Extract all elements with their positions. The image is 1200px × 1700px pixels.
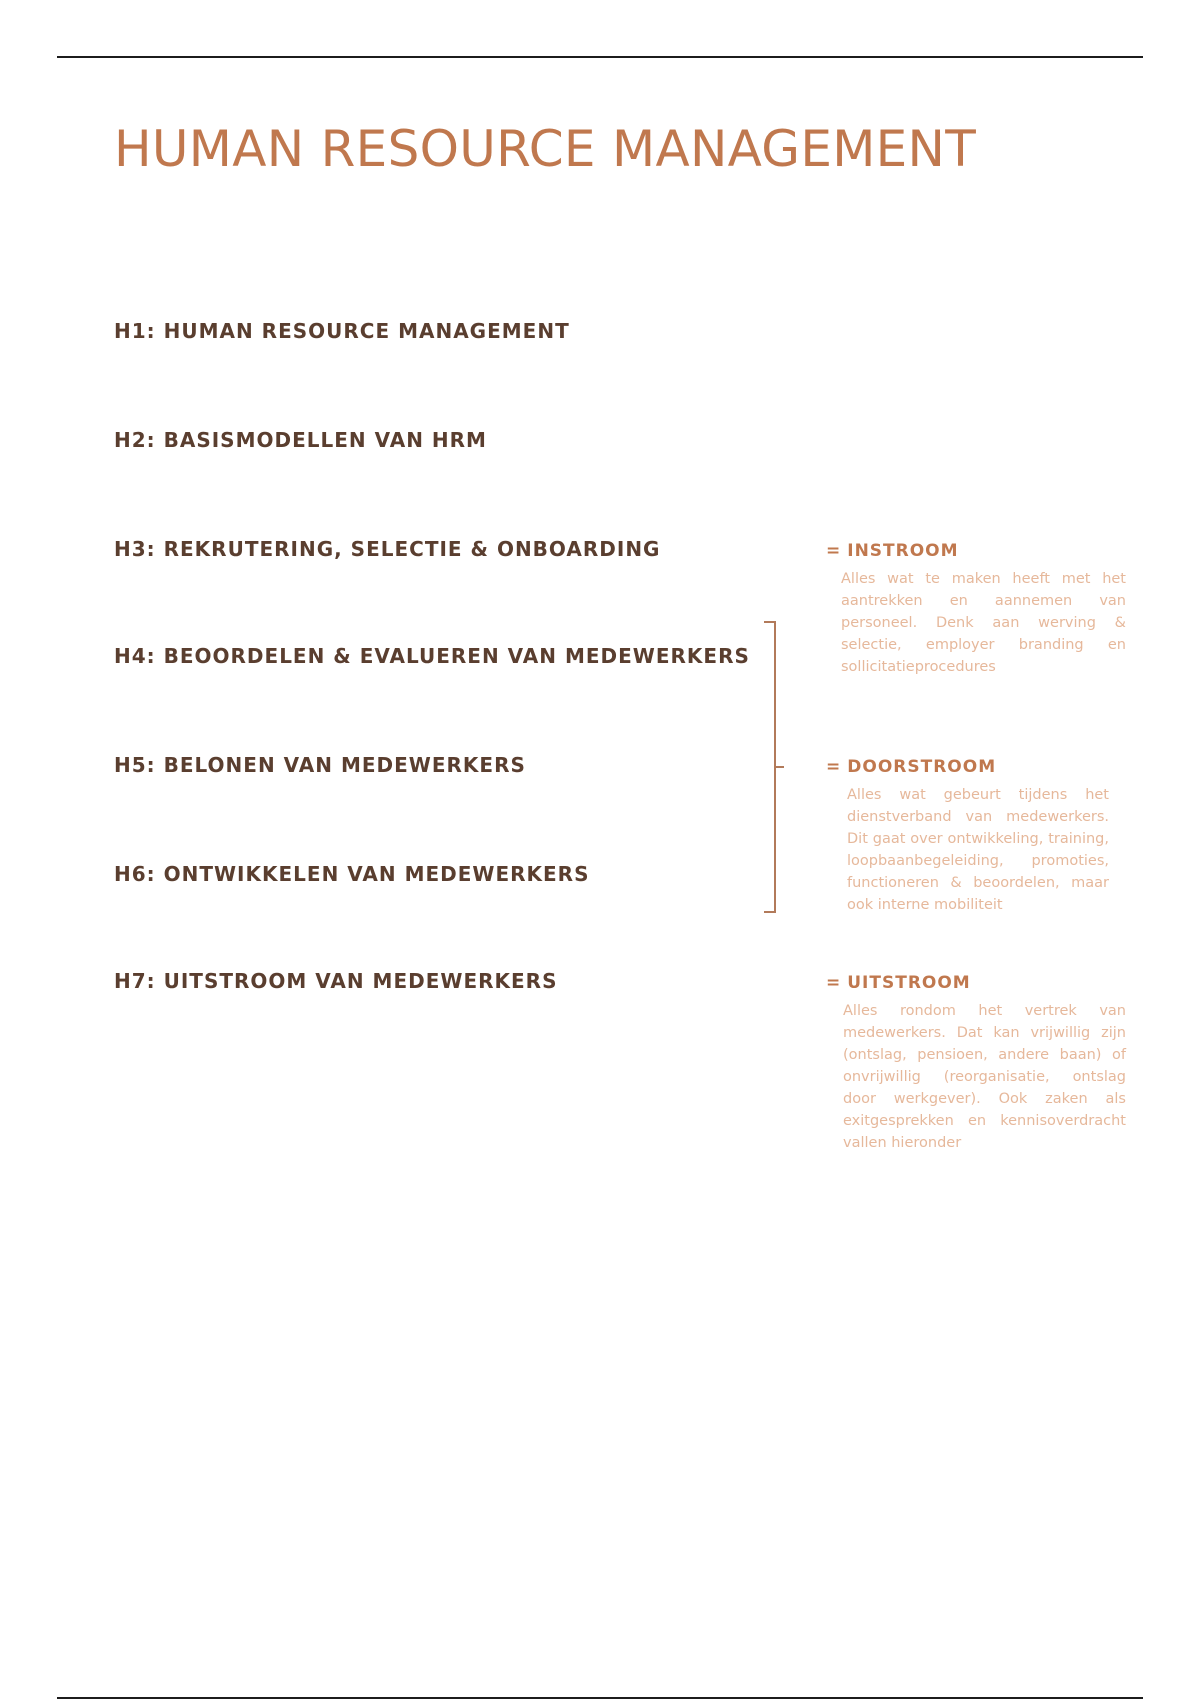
document-title: HUMAN RESOURCE MANAGEMENT xyxy=(114,120,977,178)
phase-uitstroom-title: UITSTROOM xyxy=(847,973,971,993)
chapter-h4: H4: BEOORDELEN & EVALUEREN VAN MEDEWERKERS xyxy=(114,644,750,668)
phase-doorstroom-title: DOORSTROOM xyxy=(847,757,997,777)
phase-doorstroom-text: Alles wat gebeurt tijdens het dienstverband van medewerkers. Dit gaat over ontwikkeling, training, loopbaanbegeleiding, promoties, functioneren & beoordelen, maar ook interne mobiliteit xyxy=(847,787,1109,913)
phase-uitstroom xyxy=(826,972,1126,1154)
chapter-h1: H1: HUMAN RESOURCE MANAGEMENT xyxy=(114,319,570,343)
phase-instroom-title: INSTROOM xyxy=(847,541,959,561)
chapter-h3: H3: REKRUTERING, SELECTIE & ONBOARDING xyxy=(114,537,661,561)
equals-sign: = xyxy=(826,541,842,561)
phase-instroom-heading xyxy=(826,540,1126,562)
phase-instroom-text: Alles wat te maken heeft met het aantrekken en aannemen van personeel. Denk aan werving & selectie, employer branding en sollicitatieprocedures xyxy=(841,571,1126,675)
top-rule xyxy=(57,56,1143,58)
equals-sign: = xyxy=(826,973,842,993)
bottom-rule xyxy=(57,1697,1143,1699)
equals-sign: = xyxy=(826,757,842,777)
chapter-h7: H7: UITSTROOM VAN MEDEWERKERS xyxy=(114,969,558,993)
phase-uitstroom-heading xyxy=(826,972,1126,994)
phase-uitstroom-text: Alles rondom het vertrek van medewerkers. Dat kan vrijwillig zijn (ontslag, pensioen, andere baan) of onvrijwillig (reorganisatie, ontslag door werkgever). Ook zaken als exitgesprekken en kennisoverdracht vallen hieronder xyxy=(843,1003,1126,1151)
chapter-h6: H6: ONTWIKKELEN VAN MEDEWERKERS xyxy=(114,862,590,886)
chapter-h5: H5: BELONEN VAN MEDEWERKERS xyxy=(114,753,526,777)
phase-doorstroom-heading xyxy=(826,756,1126,778)
chapter-h2: H2: BASISMODELLEN VAN HRM xyxy=(114,428,487,452)
doorstroom-bracket-icon xyxy=(762,621,788,913)
phase-instroom xyxy=(826,540,1126,678)
phase-doorstroom xyxy=(826,756,1126,916)
